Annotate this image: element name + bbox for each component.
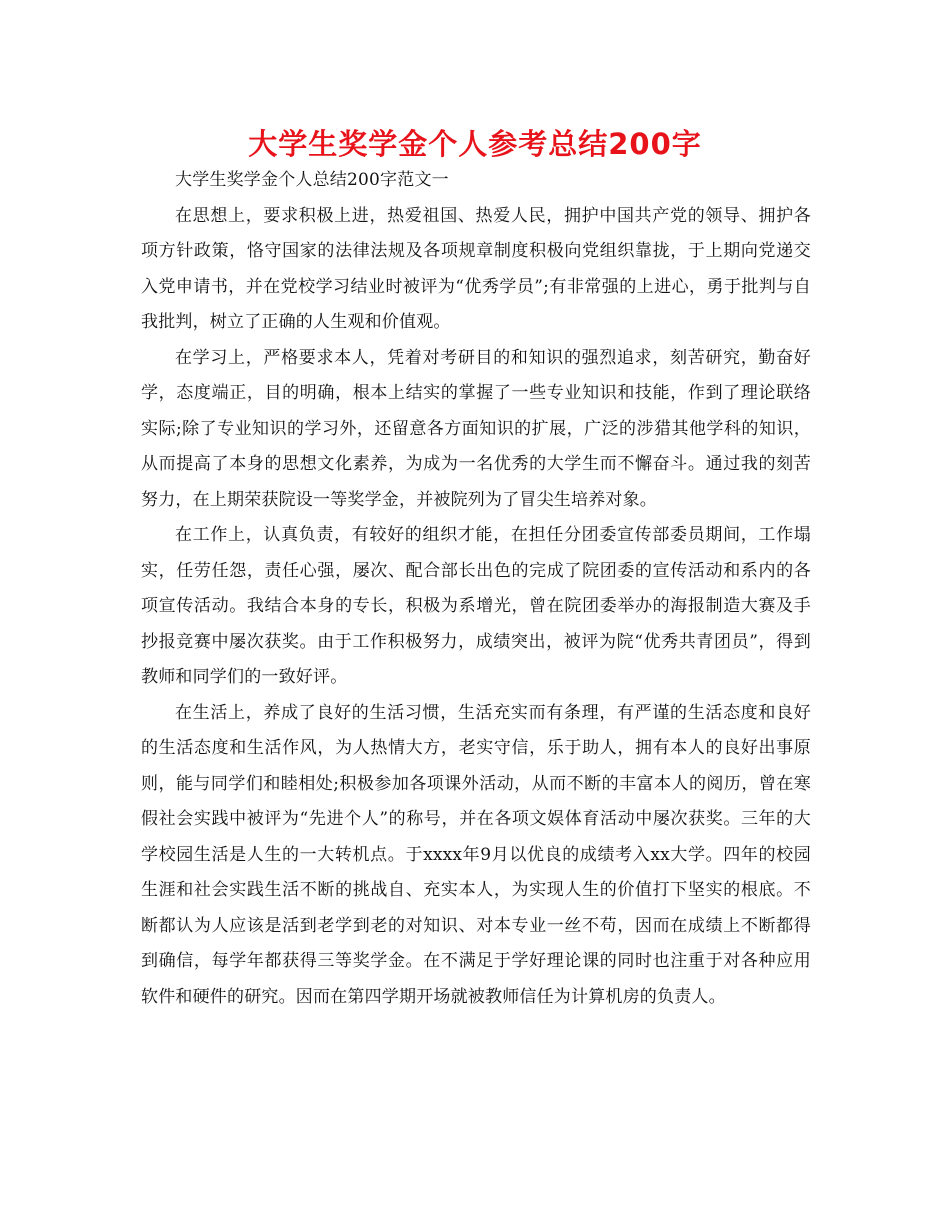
document-title: 大学生奖学金个人参考总结200字 <box>248 127 702 161</box>
paragraph-study: 在学习上，严格要求本人，凭着对考研目的和知识的强烈追求，刻苦研究，勤奋好学，态度端正，目的明确，根本上结实的掌握了一些专业知识和技能，作到了理论联络实际;除了专业知识的学习外，还留意各方面知识的扩展，广泛的涉猎其他学科的知识，从而提高了本身的思想文化素养，为成为一名优秀的大学生而不懈奋斗。通过我的刻苦努力，在上期荣获院设一等奖学金，并被院列为了冒尖生培养对象。 <box>141 347 811 510</box>
document-body <box>141 163 811 1015</box>
paragraph-work: 在工作上，认真负责，有较好的组织才能，在担任分团委宣传部委员期间，工作塌实，任劳任怨，责任心强，屡次、配合部长出色的完成了院团委的宣传活动和系内的各项宣传活动。我结合本身的专长，积极为系增光，曾在院团委举办的海报制造大赛及手抄报竞赛中屡次获奖。由于工作积极努力，成绩突出，被评为院“优秀共青团员”，得到教师和同学们的一致好评。 <box>141 525 811 687</box>
paragraph-ideology: 在思想上，要求积极上进，热爱祖国、热爱人民，拥护中国共产党的领导、拥护各项方针政策，恪守国家的法律法规及各项规章制度积极向党组织靠拢，于上期向党递交入党申请书，并在党校学习结业时被评为“优秀学员”;有非常强的上进心，勇于批判与自我批判，树立了正确的人生观和价值观。 <box>141 205 811 332</box>
paragraph-life: 在生活上，养成了良好的生活习惯，生活充实而有条理，有严谨的生活态度和良好的生活态度和生活作风，为人热情大方，老实守信，乐于助人，拥有本人的良好出事原则，能与同学们和睦相处;积极参加各项课外活动，从而不断的丰富本人的阅历，曾在寒假社会实践中被评为“先进个人”的称号，并在各项文娱体育活动中屡次获奖。三年的大学校园生活是人生的一大转机点。于xxxx年9月以优良的成绩考入xx大学。四年的校园生涯和社会实践生活不断的挑战自、充实本人，为实现人生的价值打下坚实的根底。不断都认为人应该是活到老学到老的对知识、对本专业一丝不苟，因而在成绩上不断都得到确信，每学年都获得三等奖学金。在不满足于学好理论课的同时也注重于对各种应用软件和硬件的研究。因而在第四学期开场就被教师信任为计算机房的负责人。 <box>141 702 811 1007</box>
subtitle-paragraph: 大学生奖学金个人总结200字范文一 <box>175 170 449 190</box>
